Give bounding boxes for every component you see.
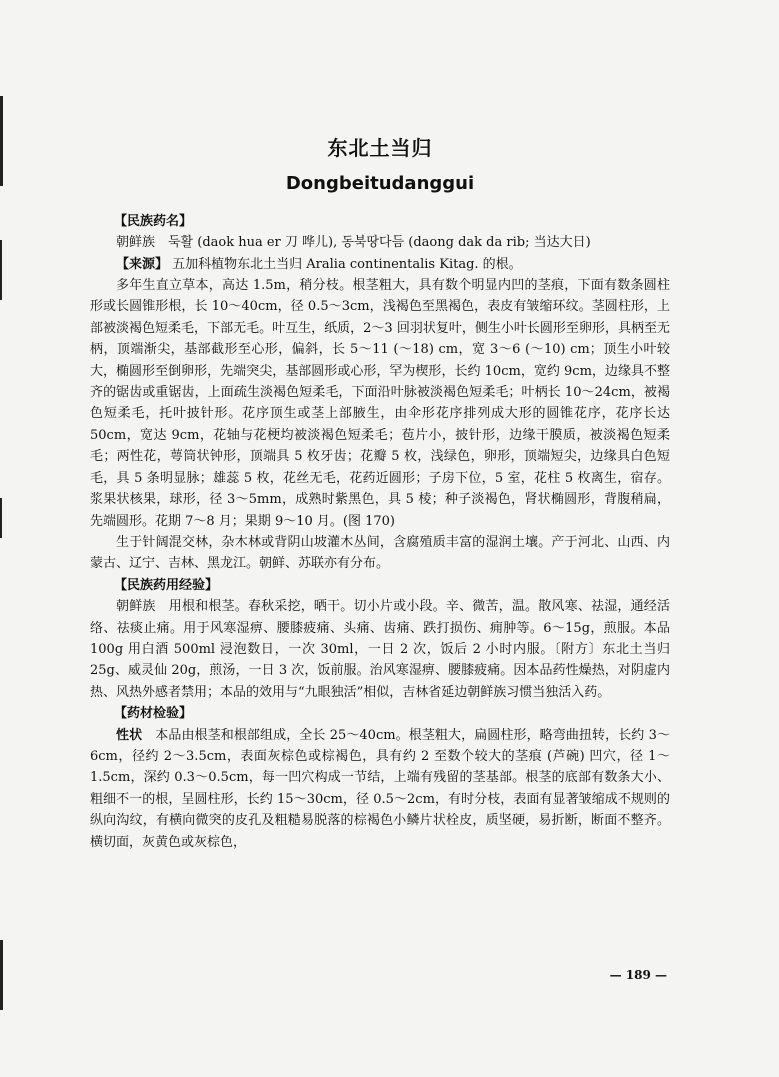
scan-edge-mark (0, 498, 2, 538)
section-heading-names: 【民族药名】 (114, 213, 193, 229)
scan-edge-mark (0, 96, 3, 186)
inspection-label: 性状 (116, 727, 143, 743)
scan-edge-mark (0, 940, 3, 1010)
pinyin-title: Dongbeitudanggui (285, 173, 475, 195)
section-heading-usage: 【民族药用经验】 (114, 577, 219, 593)
document-page (90, 138, 670, 853)
source-text: 五加科植物东北土当归 Aralia continentalis Kitag. 的根。 (172, 256, 522, 272)
inspection-paragraph (90, 725, 670, 853)
section-heading-inspection: 【药材检验】 (114, 706, 193, 722)
source-label: 【来源】 (116, 256, 169, 272)
inspection-text: 本品由根茎和根部组成，全长 25～40cm。根茎粗大，扁圆柱形，略弯曲扭转，长约 3～6cm，径约 2～3.5cm，表面灰棕色或棕褐色，具有约 2 至数个较大的茎痕 (芦碗) 凹穴，径 1～1.5cm，深约 0.3～0.5cm，每一凹穴构成一节结，上端有残留的茎基部。根茎的底部有数条大小、粗细不一的根，呈圆柱形，长约 15～30cm，径 0.5～2cm，有时分枝，表面有显著皱缩成不规则的纵向沟纹，有横向微突的皮孔及粗糙易脱落的棕褐色小鳞片状栓皮，质坚硬，易折断，断面不整齐。横切面，灰黄色或灰棕色， (90, 727, 670, 850)
page-number: — 189 — (609, 968, 667, 982)
habitat-paragraph: 生于针阔混交林，杂木林或背阴山坡灌木丛间，含腐殖质丰富的湿润土壤。产于河北、山西、内蒙古、辽宁、吉林、黑龙江。朝鲜、苏联亦有分布。 (90, 534, 670, 572)
usage-paragraph: 朝鲜族 用根和根茎。春秋采挖，晒干。切小片或小段。辛、微苦，温。散风寒、祛湿，通经活络、祛痰止痛。用于风寒湿痹、腰膝疲痛、头痛、齿痛、跌打损伤、痈肿等。6～15g，煎服。本品 100g 用白酒 500ml 浸泡数日，一次 30ml，一日 2 次，饭后 2 小时内服。〔附方〕东北土当归 25g、威灵仙 20g，煎汤，一日 3 次，饭前服。治风寒湿痹、腰膝疲痛。因本品药性燥热，对阴虚内热、风热外感者禁用；本品的效用与“九眼独活”相似，吉林省延边朝鲜族习惯当独活入药。 (90, 599, 670, 700)
ethnic-names-text: 朝鲜族 둑활 (daok hua er 刀 哗儿), 동북땅다듬 (daong dak da rib; 当达大日) (116, 235, 591, 251)
source-paragraph (90, 254, 670, 275)
description-paragraph: 多年生直立草本，高达 1.5m，稍分枝。根茎粗大，具有数个明显内凹的茎痕，下面有数条圆柱形或长圆锥形根，长 10～40cm，径 0.5～3cm，浅褐色至黑褐色，表皮有皱缩环纹。茎圆柱形，上部被淡褐色短柔毛，下部无毛。叶互生，纸质，2～3 回羽状复叶，侧生小叶长圆形至卵形，具柄至无柄，顶端渐尖，基部截形至心形，偏斜，长 5～11 (～18) cm，宽 3～6 (～10) cm；顶生小叶较大，椭圆形至倒卵形，先端突尖，基部圆形或心形，罕为楔形，长约 10cm，宽约 9cm，边缘具不整齐的锯齿或重锯齿，上面疏生淡褐色短柔毛，下面沿叶脉被淡褐色短柔毛；叶柄长 10～24cm，被褐色短柔毛，托叶披针形。花序顶生或茎上部腋生，由伞形花序排列成大形的圆锥花序，花序长达 50cm，宽达 9cm，花轴与花梗均被淡褐色短柔毛；苞片小，披针形，边缘干膜质，被淡褐色短柔毛；两性花，萼筒状钟形，顶端具 5 枚牙齿；花瓣 5 枚，浅绿色，卵形，顶端短尖，边缘具白色短毛，具 5 条明显脉；雄蕊 5 枚，花丝无毛，花药近圆形；子房下位，5 室，花柱 5 枚离生，宿存。浆果状核果，球形，径 3～5mm，成熟时紫黑色，具 5 棱；种子淡褐色，肾状椭圆形，背腹稍扁，先端圆形。花期 7～8 月；果期 9～10 月。(图 170) (90, 278, 670, 529)
scan-edge-mark (0, 240, 2, 300)
page-title: 东北土当归 (327, 136, 433, 160)
